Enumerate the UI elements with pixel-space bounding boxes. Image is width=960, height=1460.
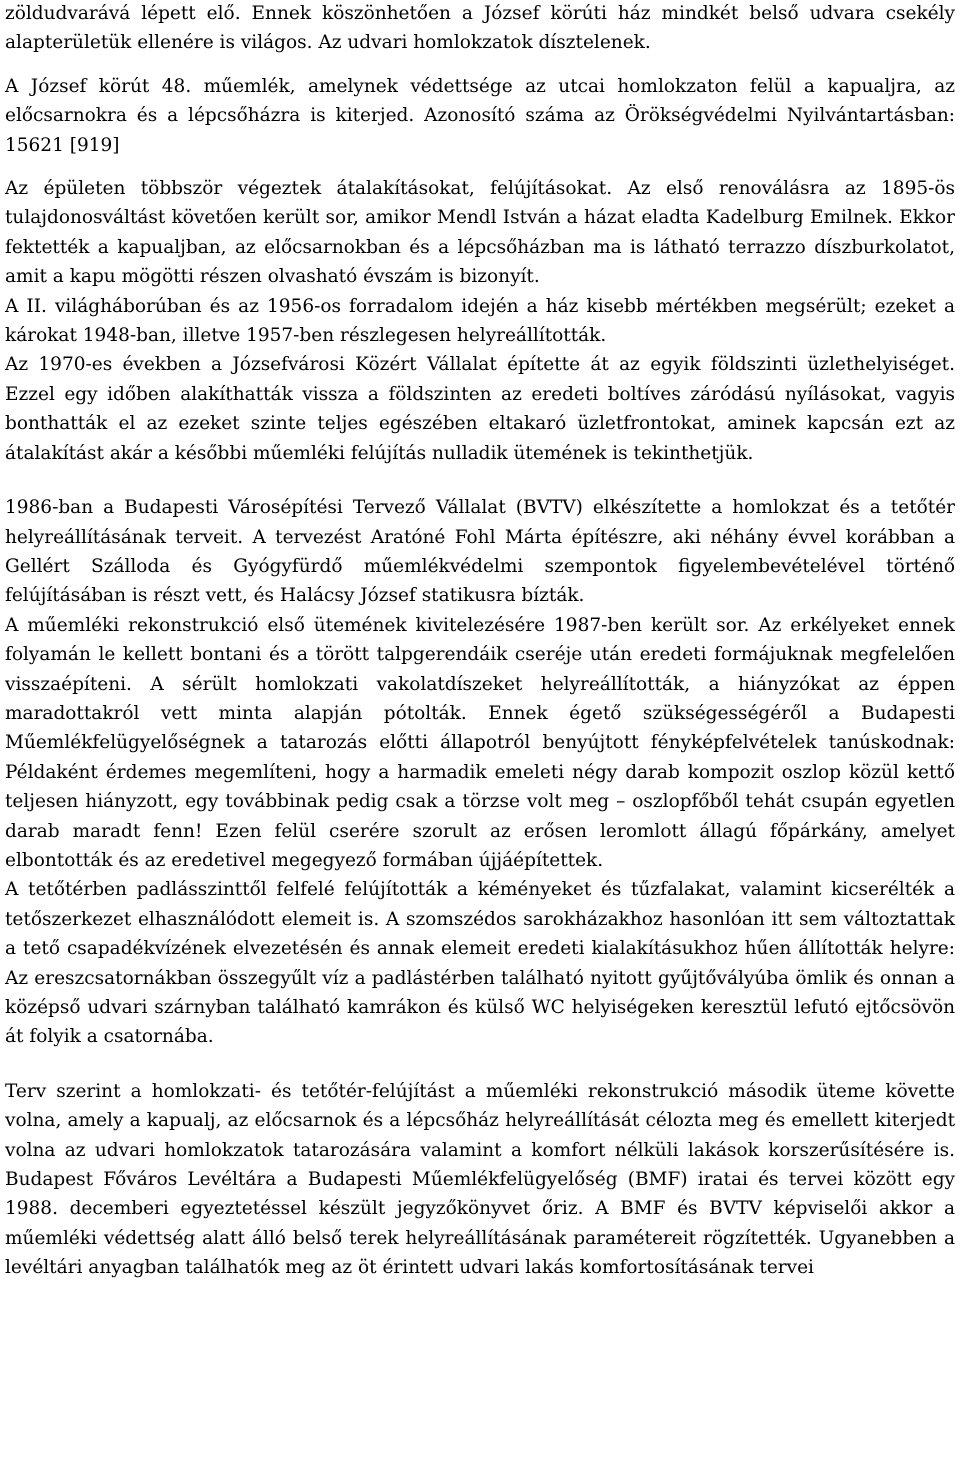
paragraph-monument-status: A József körút 48. műemlék, amelynek védettsége az utcai homlokzaton felül a kapualjra, az előcsarnokra és a lépcsőházra is kiterjed. Azonosító száma az Örökségvédelmi Nyilvántartásban: 15621 [919] (5, 75, 955, 156)
paragraph-courtyard: zöldudvarává lépett elő. Ennek köszönhetően a József körúti ház mindkét belső udvara csekély alapterületük ellenére is világos. Az udvari homlokzatok dísztelenek. (5, 3, 955, 54)
paragraph-renovations: Az épületen többször végeztek átalakításokat, felújításokat. Az első renoválásra az 1895-ös tulajdonosváltást követően került sor, amikor Mendl István a házat eladta Kadelburg Emilnek. Ekkor fektették a kapualjban, az előcsarnokban és a lépcsőházban ma is látható terrazzo díszburkolatot, amit a kapu mögötti részen olvasható évszám is bizonyít. (5, 178, 955, 288)
paragraph-1986-plans: 1986-ban a Budapesti Városépítési Tervező Vállalat (BVTV) elkészítette a homlokzat és a tetőtér helyreállításának terveit. A tervezést Aratóné Fohl Márta építészre, aki néhány évvel korábban a Gellért Szálloda és Gyógyfürdő műemlékvédelmi szempontok figyelembevételével történő felújításában is részt vett, és Halácsy József statikusra bízták. (5, 497, 955, 607)
paragraph-1970s: Az 1970-es években a Józsefvárosi Közért Vállalat építette át az egyik földszinti üzlethelyiséget. Ezzel egy időben alakíthatták vissza a földszinten az eredeti boltíves záródású nyílásokat, vagyis bonthatták el az ezeket szinte teljes egészében eltakaró üzletfrontokat, aminek kapcsán ezt az átalakítást akár a későbbi műemléki felújítás nulladik ütemének is tekinthetjük. (5, 354, 955, 464)
document-page (5, 0, 955, 1283)
paragraph-war-damage: A II. világháborúban és az 1956-os forradalom idején a ház kisebb mértékben megsérült; ezeket a károkat 1948-ban, illetve 1957-ben részlegesen helyreállították. (5, 295, 955, 347)
paragraph-attic: A tetőtérben padlásszinttől felfelé felújították a kéményeket és tűzfalakat, valamint kicserélték a tetőszerkezet elhasználódott elemeit is. A szomszédos sarokházakhoz hasonlóan itt sem változtattak a tető csapadékvízének elvezetésén és annak elemeit eredeti kialakításukhoz hűen állították helyre: Az ereszcsatornákban összegyűlt víz a padlástérben található nyitott gyűjtővályúba ömlik és onnan a középső udvari szárnyban található kamrákon és külső WC helyiségeken keresztül lefutó ejtőcsövön át folyik a csatornába. (5, 879, 955, 1048)
paragraph-reconstruction-stage-one: A műemléki rekonstrukció első ütemének kivitelezésére 1987-ben került sor. Az erkélyeket ennek folyamán le kellett bontani és a törött talpgerendáik cseréje után eredeti formájuknak megfelelően visszaépíteni. A sérült homlokzati vakolatdíszeket helyreállították, a hiányzókat az éppen maradottakról vett minta alapján pótolták. Ennek égető szükségességéről a Budapesti Műemlékfelügyelőségnek a tatarozás előtti állapotról benyújtott fényképfelvételek tanúskodnak: Példaként érdemes megemlíteni, hogy a harmadik emeleti négy darab kompozit oszlop közül kettő teljesen hiányzott, egy továbbinak pedig csak a törzse volt meg – oszlopfőből tehát csupán egyetlen darab maradt fenn! Ezen felül cserére szorult az erősen leromlott állagú főpárkány, amelyet elbontották és az eredetivel megegyező formában újjáépítettek. (5, 614, 955, 871)
paragraph-stage-two-plan: Terv szerint a homlokzati- és tetőtér-felújítást a műemléki rekonstrukció második üteme követte volna, amely a kapualj, az előcsarnok és a lépcsőház helyreállítását célozta meg és emellett kiterjedt volna az udvari homlokzatok tatarozására valamint a komfort nélküli lakások korszerűsítésére is. Budapest Főváros Levéltára a Budapesti Műemlékfelügyelőség (BMF) iratai és tervei között egy 1988. decemberi egyeztetéssel készült jegyzőkönyvet őriz. A BMF és BVTV képviselői akkor a műemléki védettség alatt álló belső terek helyreállításának paramétereit rögzítették. Ugyanebben a levéltári anyagban találhatók meg az öt érintett udvari lakás komfortosításának tervei (5, 1080, 955, 1279)
